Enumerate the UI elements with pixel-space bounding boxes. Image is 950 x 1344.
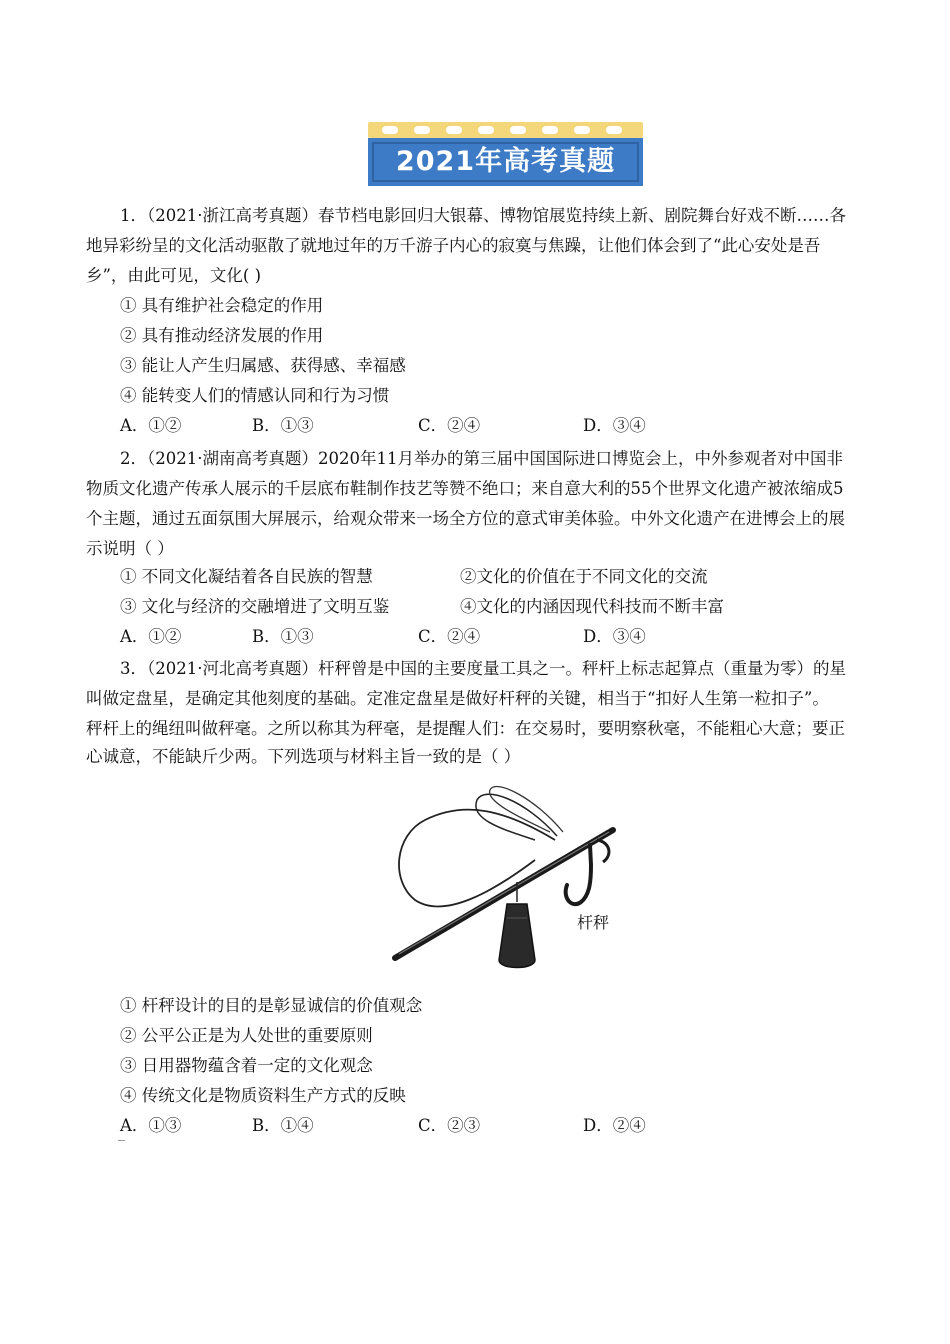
q3-statement-3: ③ 日用器物蕴含着一定的文化观念 <box>120 1056 373 1075</box>
title-banner <box>368 122 643 186</box>
q3-choice-d[interactable]: D．②④ <box>583 1116 646 1135</box>
q2-stem-line-3: 个主题，通过五面氛围大屏展示，给观众带来一场全方位的意式审美体验。中外文化遗产在进博会上的展 <box>86 509 845 528</box>
q1-statement-3: ③ 能让人产生归属感、获得感、幸福感 <box>120 356 406 375</box>
q2-stem-line-4: 示说明（ ） <box>86 539 174 558</box>
q2-choice-d[interactable]: D．③④ <box>583 627 646 646</box>
q1-choice-b[interactable]: B．①③ <box>252 416 314 435</box>
q3-stem-line-1: 3．（2021·河北高考真题）杆秤曾是中国的主要度量工具之一。秤杆上标志起算点（重量为零）的星 <box>120 659 846 678</box>
q2-choice-a[interactable]: A．①② <box>120 627 182 646</box>
q1-statement-2: ② 具有推动经济发展的作用 <box>120 326 324 345</box>
q2-choice-b[interactable]: B．①③ <box>252 627 314 646</box>
q2-statement-4: ④文化的内涵因现代科技而不断丰富 <box>460 597 724 616</box>
q1-stem-line-3: 乡”，由此可见，文化( ) <box>86 266 262 285</box>
q3-statement-2: ② 公平公正是为人处世的重要原则 <box>120 1026 373 1045</box>
q2-choice-c[interactable]: C．②④ <box>418 627 481 646</box>
q2-statement-1: ① 不同文化凝结着各自民族的智慧 <box>120 567 373 586</box>
q2-statement-3: ③ 文化与经济的交融增进了文明互鉴 <box>120 597 390 616</box>
q3-stem-line-2: 叫做定盘星，是确定其他刻度的基础。定准定盘星是做好杆秤的关键，相当于“扣好人生第一粒扣子”。 <box>86 689 829 708</box>
q3-statement-1: ① 杆秤设计的目的是彰显诚信的价值观念 <box>120 996 423 1015</box>
banner-dots-decoration <box>368 122 643 138</box>
q1-choice-d[interactable]: D．③④ <box>583 416 646 435</box>
q3-choice-c[interactable]: C．②③ <box>418 1116 481 1135</box>
q3-choice-a[interactable]: A．①③ <box>120 1116 182 1135</box>
steelyard-illustration <box>385 770 635 985</box>
q1-choice-c[interactable]: C．②④ <box>418 416 481 435</box>
q1-statement-1: ① 具有维护社会稳定的作用 <box>120 296 324 315</box>
q1-choice-a[interactable]: A．①② <box>120 416 182 435</box>
q1-stem-line-1: 1．（2021·浙江高考真题）春节档电影回归大银幕、博物馆展览持续上新、剧院舞台好戏不断……各 <box>120 206 846 225</box>
banner-title: 2021年高考真题 <box>395 146 616 177</box>
steelyard-label: 杆秤 <box>577 913 610 932</box>
q3-stem-line-3: 秤杆上的绳纽叫做秤毫。之所以称其为秤毫，是提醒人们：在交易时，要明察秋毫，不能粗心大意；要正 <box>86 719 845 738</box>
q1-statement-4: ④ 能转变人们的情感认同和行为习惯 <box>120 386 390 405</box>
q1-stem-line-2: 地异彩纷呈的文化活动驱散了就地过年的万千游子内心的寂寞与焦躁，让他们体会到了“此心安处是吾 <box>86 236 821 255</box>
q2-statement-2: ②文化的价值在于不同文化的交流 <box>460 567 708 586</box>
q2-stem-line-2: 物质文化遗产传承人展示的千层底布鞋制作技艺等赞不绝口；来自意大利的55个世界文化遗产被浓缩成5 <box>86 479 844 498</box>
q2-stem-line-1: 2．（2021·湖南高考真题）2020年11月举办的第三届中国国际进口博览会上，中外参观者对中国非 <box>120 449 843 468</box>
paragraph-end-mark <box>118 1140 125 1141</box>
q3-stem-line-4: 心诚意，不能缺斤少两。下列选项与材料主旨一致的是（ ） <box>86 747 521 766</box>
q3-choice-b[interactable]: B．①④ <box>252 1116 314 1135</box>
q3-statement-4: ④ 传统文化是物质资料生产方式的反映 <box>120 1086 406 1105</box>
